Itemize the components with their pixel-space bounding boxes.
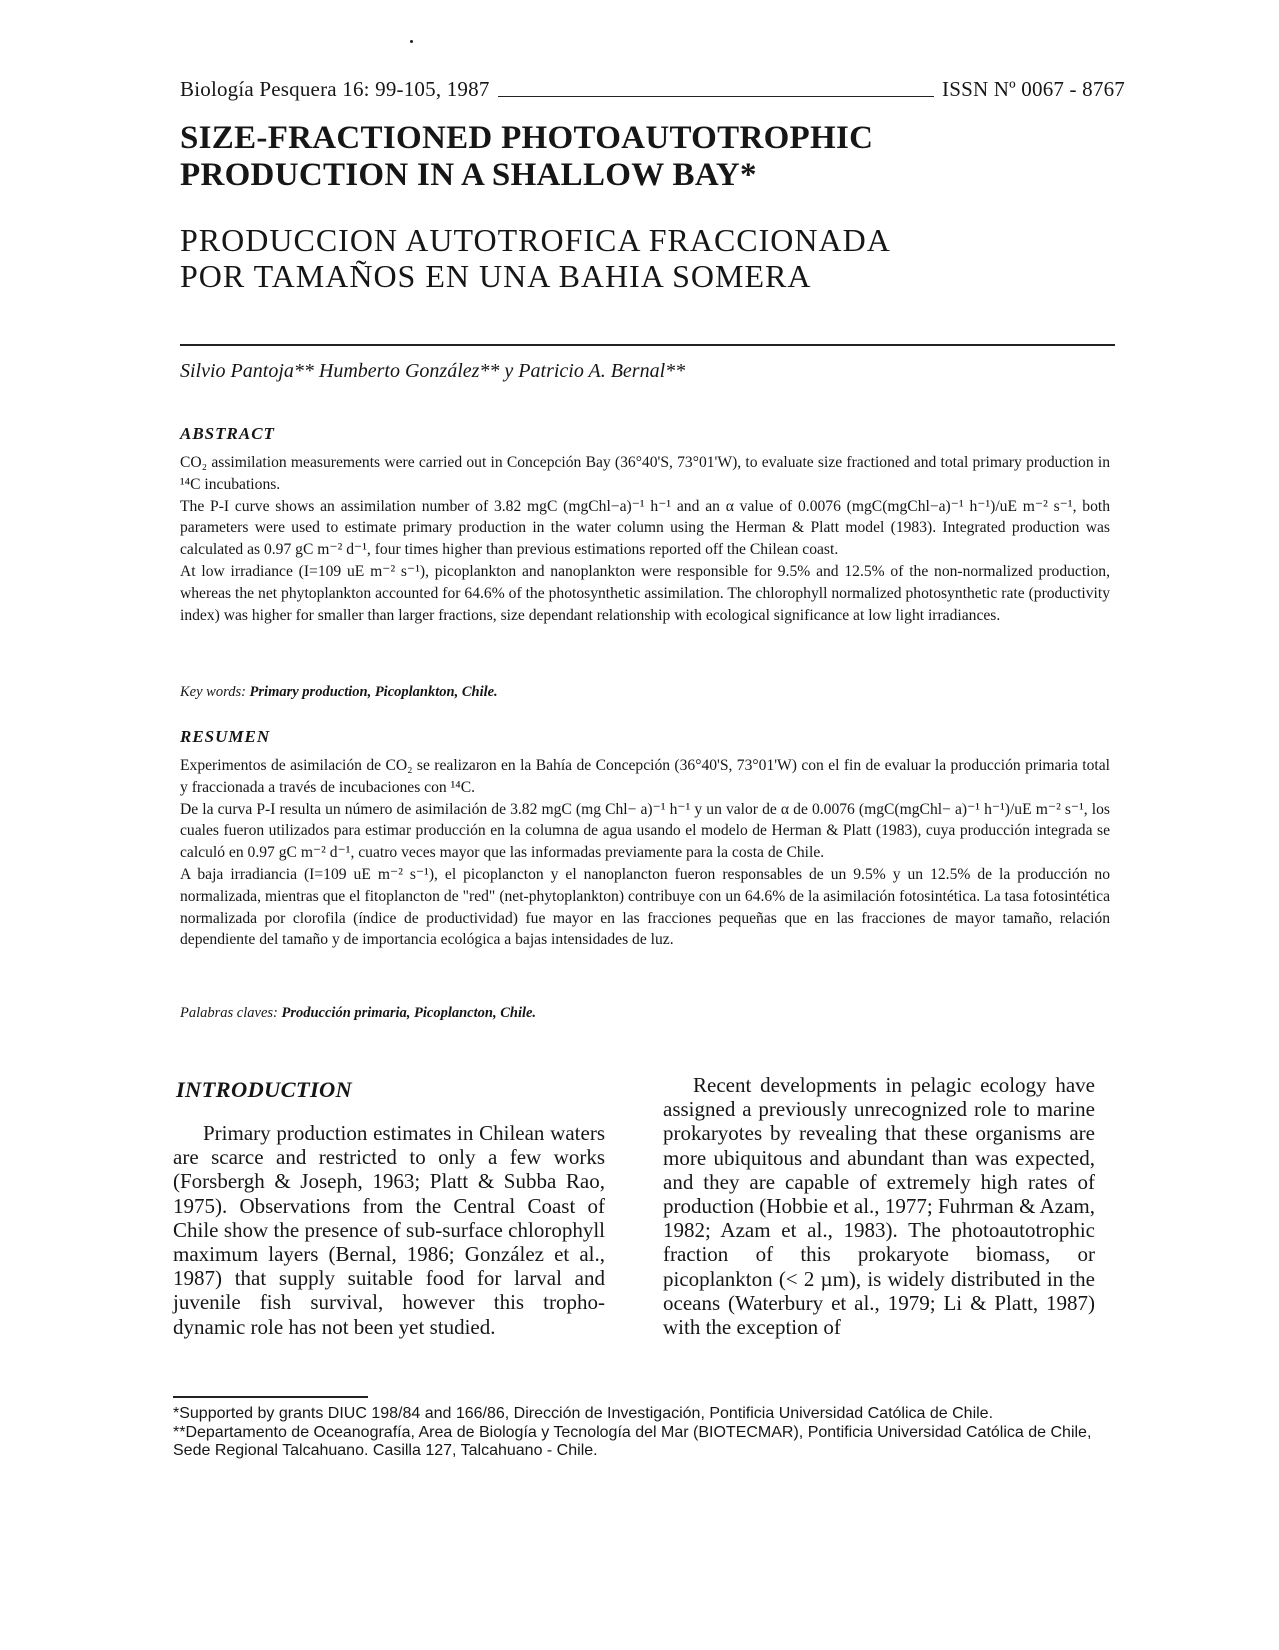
footnote-rule [173, 1396, 368, 1398]
abstract-heading: ABSTRACT [180, 424, 275, 443]
introduction-right-column [663, 1073, 1095, 1339]
journal-issn: ISSN Nº 0067 - 8767 [942, 77, 1125, 101]
abstract-paragraph-3: At low irradiance (I=109 uE m⁻² s⁻¹), picoplankton and nanoplankton were responsible for 9.5% and 12.5% of the non-normalized production, whereas the net phytoplankton accounted for 64.6% of the photosynthetic assimilation. The chlorophyll normalized photosynthetic rate (productivity index) was higher for smaller than larger fractions, size dependant relationship with ecological significance at low light irradiances. [180, 562, 1110, 624]
palabras-label: Palabras claves: [180, 1005, 278, 1021]
title-spanish [180, 222, 1080, 294]
resumen-paragraph-2: De la curva P-I resulta un número de asimilación de 3.82 mgC (mg Chl− a)⁻¹ h⁻¹ y un valor de α de 0.0076 (mgC(mgChl− a)⁻¹ h⁻¹)/uE m⁻² s⁻¹, los cuales fueron utilizados para estimar producción en la columna de agua usando el modelo de Herman & Platt (1983), cuya producción integrada se calculó en 0.97 gC m⁻² d⁻¹, cuatro veces mayor que las informadas previamente para la costa de Chile. [180, 800, 1110, 862]
resumen-paragraph-3: A baja irradiancia (I=109 uE m⁻² s⁻¹), el picoplancton y el nanoplancton fueron responsables de un 9.5% y un 12.5% de la producción no normalizada, mientras que el fitoplancton de "red" (net-phytoplankton) contribuye con un 64.6% de la asimilación fotosintética. La tasa fotosintética normalizada por clorofila (índice de productividad) fue mayor en las fracciones pequeñas que en las fracciones de mayor tamaño, relación dependiente del tamaño y de importancia ecológica a bajas intensidades de luz. [180, 865, 1110, 949]
author-list: Silvio Pantoja** Humberto González** y Patricio A. Bernal** [180, 360, 686, 382]
resumen-paragraph-1: Experimentos de asimilación de CO₂ se realizaron en la Bahía de Concepción (36°40'S, 73°01'W) con el fin de evaluar la producción primaria total y fraccionada a través de incubaciones con ¹⁴C. [180, 757, 1110, 796]
abstract-paragraph-2: The P-I curve shows an assimilation number of 3.82 mgC (mgChl−a)⁻¹ h⁻¹ and an α value of 0.0076 (mgC(mgChl−a)⁻¹ h⁻¹)/uE m⁻² s⁻¹, both parameters were used to estimate primary production in the water column using the Herman & Platt model (1983). Integrated production was calculated as 0.97 gC m⁻² d⁻¹, four times higher than previous estimations reported off the Chilean coast. [180, 497, 1110, 559]
resumen-keywords [180, 1005, 536, 1022]
footnotes [173, 1405, 1118, 1461]
running-head-rule [498, 96, 934, 97]
palabras-value: Producción primaria, Picoplancton, Chile. [281, 1005, 537, 1021]
title-divider [180, 344, 1115, 346]
intro-right-paragraph: Recent developments in pelagic ecology have assigned a previously unrecognized role to marine prokaryotes by revealing that these organisms are more ubiquitous and abundant than was expected, and they are capable of extremely high rates of production (Hobbie et al., 1977; Fuhrman & Azam, 1982; Azam et al., 1983). The photoautotrophic fraction of this prokaryote biomass, or picoplankton (< 2 µm), is widely distributed in the oceans (Waterbury et al., 1979; Li & Platt, 1987) with the exception of [663, 1073, 1095, 1340]
title-es-line-1: PRODUCCION AUTOTROFICA FRACCIONADA [180, 222, 891, 258]
intro-left-paragraph: Primary production estimates in Chilean waters are scarce and restricted to only a few works (Forsbergh & Joseph, 1963; Platt & Subba Rao, 1975). Observations from the Central Coast of Chile show the presence of sub-surface chlorophyll maximum layers (Bernal, 1986; González et al., 1987) that supply suitable food for larval and juvenile fish survival, however this tropho-dynamic role has not been yet studied. [173, 1121, 605, 1339]
keywords-value: Primary production, Picoplankton, Chile. [249, 684, 498, 700]
resumen-heading: RESUMEN [180, 727, 271, 746]
introduction-left-column [173, 1121, 605, 1339]
abstract-keywords [180, 684, 498, 701]
abstract-paragraph-1: CO₂ assimilation measurements were carried out in Concepción Bay (36°40'S, 73°01'W), to evaluate size fractioned and total primary production in ¹⁴C incubations. [180, 454, 1110, 493]
footnote-affiliation: **Departamento de Oceanografía, Area de Biología y Tecnología del Mar (BIOTECMAR), Pontificia Universidad Católica de Chile, Sede Regional Talcahuano. Casilla 127, Talcahuano - Chile. [173, 1423, 1092, 1459]
title-es-line-2: POR TAMAÑOS EN UNA BAHIA SOMERA [180, 258, 812, 294]
title-english [180, 120, 1080, 194]
introduction-heading: INTRODUCTION [176, 1077, 353, 1102]
title-en-line-2: PRODUCTION IN A SHALLOW BAY* [180, 157, 757, 193]
footnote-funding: *Supported by grants DIUC 198/84 and 166/86, Dirección de Investigación, Pontificia Universidad Católica de Chile. [173, 1405, 994, 1422]
abstract-body [180, 452, 1110, 626]
running-head [180, 72, 1125, 102]
scan-speck [410, 40, 413, 43]
resumen-body [180, 755, 1110, 951]
keywords-label: Key words: [180, 684, 246, 700]
journal-citation: Biología Pesquera 16: 99-105, 1987 [180, 77, 490, 101]
title-en-line-1: SIZE-FRACTIONED PHOTOAUTOTROPHIC [180, 120, 874, 156]
